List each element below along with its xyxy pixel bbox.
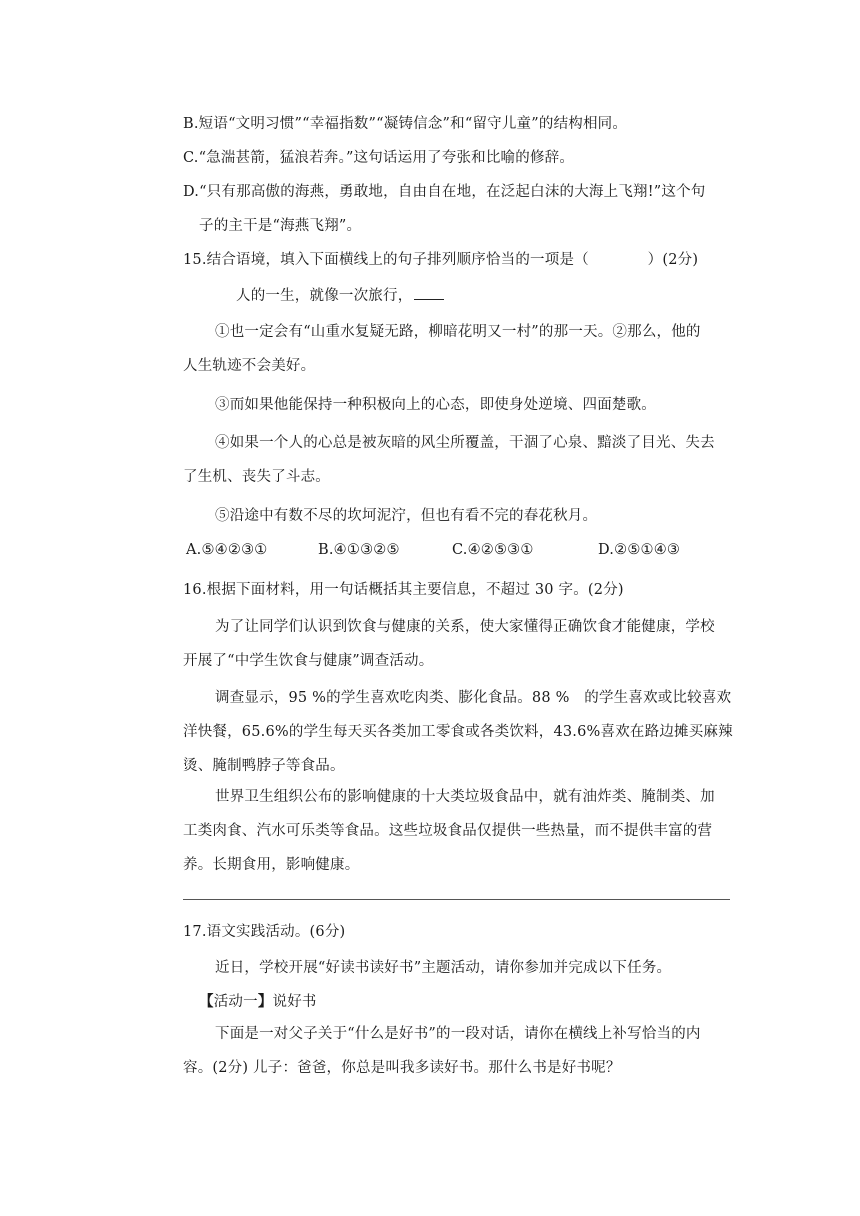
q15-sentence-4-line2: 了生机、丧失了斗志。 <box>183 469 330 485</box>
q17-task-line1: 下面是一对父子关于“什么是好书”的一段对话，请你在横线上补写恰当的内 <box>215 1026 701 1042</box>
answer-line[interactable] <box>183 899 730 900</box>
q15-sentence-1-line1: ①也一定会有“山重水复疑无路，柳暗花明又一村”的那一天。②那么，他的 <box>215 324 701 340</box>
activity-bracket-close: 】 <box>257 993 273 1010</box>
q17-task-line2: 容。(2分) 儿子：爸爸，你总是叫我多读好书。那什么书是好书呢？ <box>183 1060 621 1076</box>
q15-intro: 人的一生，就像一次旅行， <box>236 288 413 304</box>
q15-sentence-4-line1: ④如果一个人的心总是被灰暗的风尘所覆盖，干涸了心泉、黯淡了目光、失去 <box>215 435 715 451</box>
q17-activity-heading <box>199 990 317 1011</box>
q16-para2-line3: 烫、腌制鸭脖子等食品。 <box>183 758 345 774</box>
q15-sentence-3: ③而如果他能保持一种积极向上的心态，即使身处逆境、四面楚歌。 <box>215 397 656 413</box>
q16-para1-line1: 为了让同学们认识到饮食与健康的关系，使大家懂得正确饮食才能健康，学校 <box>215 619 715 635</box>
q15-sentence-5: ⑤沿途中有数不尽的坎坷泥泞，但也有看不完的春花秋月。 <box>215 508 598 524</box>
activity-bracket-open: 【 <box>199 993 214 1010</box>
q14-option-d-line2: 子的主干是“海燕飞翔”。 <box>199 218 362 234</box>
activity-title: 说好书 <box>272 994 317 1010</box>
q15-option-d[interactable]: D.②⑤①④③ <box>598 542 681 558</box>
q16-para3-line1: 世界卫生组织公布的影响健康的十大类垃圾食品中，就有油炸类、腌制类、加 <box>215 789 715 805</box>
q14-option-c: C.“急湍甚箭，猛浪若奔。”这句话运用了夸张和比喻的修辞。 <box>183 150 575 166</box>
q15-sentence-1-line2: 人生轨迹不会美好。 <box>183 358 316 374</box>
q15-option-b[interactable]: B.④①③②⑤ <box>318 542 400 558</box>
q16-para3-line3: 养。长期食用，影响健康。 <box>183 857 360 873</box>
q16-stem: 16.根据下面材料，用一句话概括其主要信息，不超过 30 字。(2分) <box>183 582 624 598</box>
q16-para2-line2: 洋快餐，65.6%的学生每天买各类加工零食或各类饮料，43.6%喜欢在路边摊买麻辣 <box>183 724 733 740</box>
q15-option-a[interactable]: A.⑤④②③① <box>186 542 268 558</box>
q14-option-b: B.短语“文明习惯”“幸福指数”“凝铸信念”和“留守儿童”的结构相同。 <box>183 116 628 132</box>
q15-stem: 15.结合语境，填入下面横线上的句子排列顺序恰当的一项是（ ）(2分) <box>183 252 699 268</box>
q17-intro: 近日，学校开展“好读书读好书”主题活动，请你参加并完成以下任务。 <box>215 960 672 976</box>
answer-blank[interactable] <box>414 285 444 300</box>
q16-para3-line2: 工类肉食、汽水可乐类等食品。这些垃圾食品仅提供一些热量，而不提供丰富的营 <box>183 823 713 839</box>
q15-option-c[interactable]: C.④②⑤③① <box>452 542 534 558</box>
q16-para2-line1: 调查显示，95 %的学生喜欢吃肉类、膨化食品。88 % 的学生喜欢或比较喜欢 <box>215 690 732 706</box>
q16-para1-line2: 开展了“中学生饮食与健康”调查活动。 <box>183 653 434 669</box>
q17-stem: 17.语文实践活动。(6分) <box>183 924 346 940</box>
activity-name: 活动一 <box>213 994 258 1010</box>
q15-intro-line <box>236 284 444 305</box>
q14-option-d-line1: D.“只有那高傲的海燕，勇敢地，自由自在地，在泛起白沫的大海上飞翔!”这个句 <box>183 184 706 200</box>
